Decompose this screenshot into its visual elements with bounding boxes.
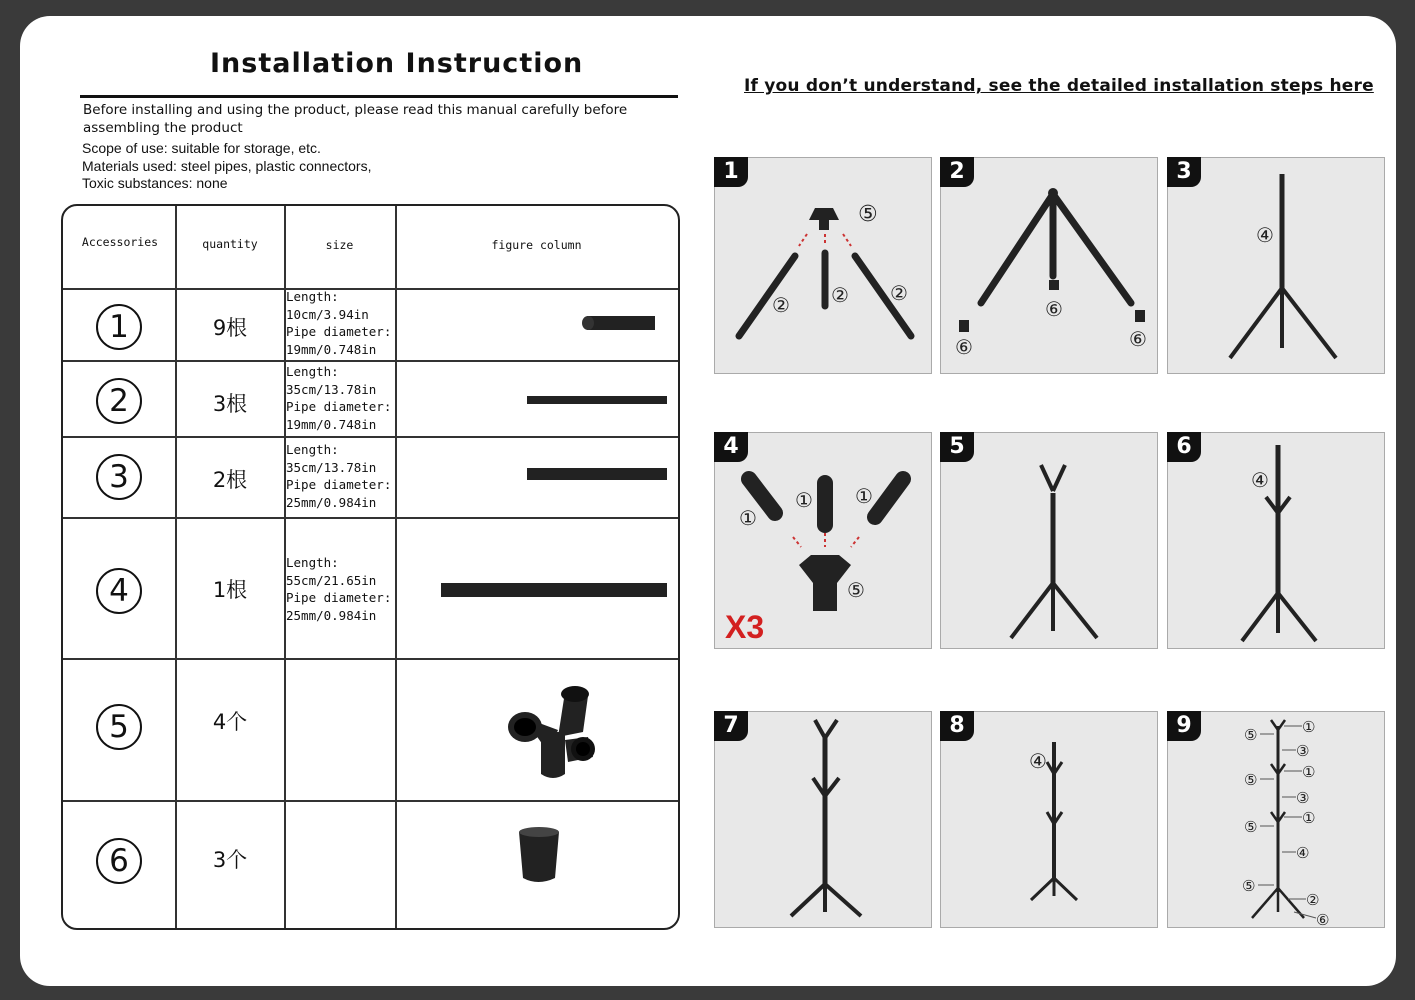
part-label: ③: [1296, 789, 1310, 807]
part-label: ⑤: [1242, 877, 1256, 895]
step-1-diagram: [715, 158, 931, 373]
page-title: Installation Instruction: [210, 48, 584, 79]
accessory-number: 6: [96, 838, 142, 884]
title-underline: [80, 95, 678, 98]
step-number: 6: [1167, 432, 1201, 462]
part-label: ②: [1306, 891, 1320, 909]
accessory-size: Length: 35cm/13.78in Pipe diameter: 19mm/0.748in: [286, 364, 392, 433]
detailed-steps-link[interactable]: If you don’t understand, see the detailed installation steps here: [744, 76, 1374, 96]
step-2-panel: [940, 157, 1158, 374]
long-pipe-image: [439, 581, 671, 599]
scope-text: Scope of use: suitable for storage, etc.: [82, 140, 321, 156]
step-5-diagram: [941, 433, 1157, 648]
header-accessories: Accessories: [81, 235, 159, 249]
accessory-quantity: 9根: [212, 316, 248, 340]
step-9-panel: [1167, 711, 1385, 928]
part-label: ①: [855, 484, 873, 508]
part-label: ⑥: [1045, 297, 1063, 321]
step-number: 4: [714, 432, 748, 462]
accessories-table: [61, 204, 680, 930]
step-3-panel: [1167, 157, 1385, 374]
foot-cap-image: [515, 826, 565, 886]
step-6-diagram: [1168, 433, 1384, 648]
part-label: ②: [772, 293, 790, 317]
accessory-quantity: 3个: [212, 848, 248, 872]
step-number: 1: [714, 157, 748, 187]
part-label: ①: [1302, 718, 1316, 736]
step-8-panel: [940, 711, 1158, 928]
short-pipe-image: [581, 314, 659, 334]
accessory-number: 2: [96, 378, 142, 424]
part-label: ⑤: [847, 578, 865, 602]
accessory-quantity: 2根: [212, 468, 248, 492]
step-9-diagram: [1168, 712, 1384, 927]
accessory-number: 1: [96, 304, 142, 350]
part-label: ①: [739, 506, 757, 530]
accessory-number: 3: [96, 454, 142, 500]
step-2-diagram: [941, 158, 1157, 373]
part-label: ⑤: [858, 202, 878, 227]
step-7-panel: [714, 711, 932, 928]
accessory-number: 5: [96, 704, 142, 750]
step-3-diagram: [1168, 158, 1384, 373]
part-label: ⑥: [1316, 911, 1330, 927]
part-label: ①: [1302, 809, 1316, 827]
part-label: ⑥: [955, 335, 973, 359]
product-info: [82, 140, 582, 193]
accessory-size: Length: 35cm/13.78in Pipe diameter: 25mm/0.984in: [286, 442, 392, 511]
materials-text: Materials used: steel pipes, plastic connectors,: [82, 157, 372, 174]
part-label: ①: [1302, 763, 1316, 781]
pipe-image: [525, 466, 670, 482]
part-label: ①: [795, 488, 813, 512]
part-label: ⑤: [1244, 726, 1258, 744]
accessory-size: Length: 55cm/21.65in Pipe diameter: 25mm/0.984in: [286, 555, 392, 624]
part-label: ④: [1251, 468, 1269, 492]
step-number: 3: [1167, 157, 1201, 187]
part-label: ④: [1256, 223, 1274, 247]
part-label: ②: [890, 281, 908, 305]
header-size: size: [325, 238, 354, 252]
part-label: ④: [1029, 749, 1047, 773]
accessory-quantity: 1根: [212, 578, 248, 602]
step-5-panel: [940, 432, 1158, 649]
connector-image: [503, 682, 603, 782]
accessory-number: 4: [96, 568, 142, 614]
part-label: ④: [1296, 844, 1310, 862]
step-1-panel: [714, 157, 932, 374]
multiplier-label: X3: [725, 609, 765, 645]
accessory-quantity: 3根: [212, 392, 248, 416]
step-number: 2: [940, 157, 974, 187]
intro-text: Before installing and using the product, please read this manual carefully before assembling the product: [83, 102, 628, 136]
part-label: ⑤: [1244, 771, 1258, 789]
pipe-image: [525, 394, 670, 406]
accessory-quantity: 4个: [212, 710, 248, 734]
step-6-panel: [1167, 432, 1385, 649]
header-figure: figure column: [491, 238, 582, 252]
step-8-diagram: [941, 712, 1157, 927]
step-7-diagram: [715, 712, 931, 927]
step-4-panel: [714, 432, 932, 649]
step-number: 7: [714, 711, 748, 741]
header-quantity: quantity: [202, 237, 258, 251]
accessory-size: Length: 10cm/3.94in Pipe diameter: 19mm/0.748in: [286, 289, 392, 358]
step-number: 9: [1167, 711, 1201, 741]
step-number: 5: [940, 432, 974, 462]
part-label: ⑥: [1129, 327, 1147, 351]
step-number: 8: [940, 711, 974, 741]
part-label: ②: [831, 283, 849, 307]
part-label: ⑤: [1244, 818, 1258, 836]
toxic-text: Toxic substances: none: [82, 175, 228, 191]
part-label: ③: [1296, 742, 1310, 760]
